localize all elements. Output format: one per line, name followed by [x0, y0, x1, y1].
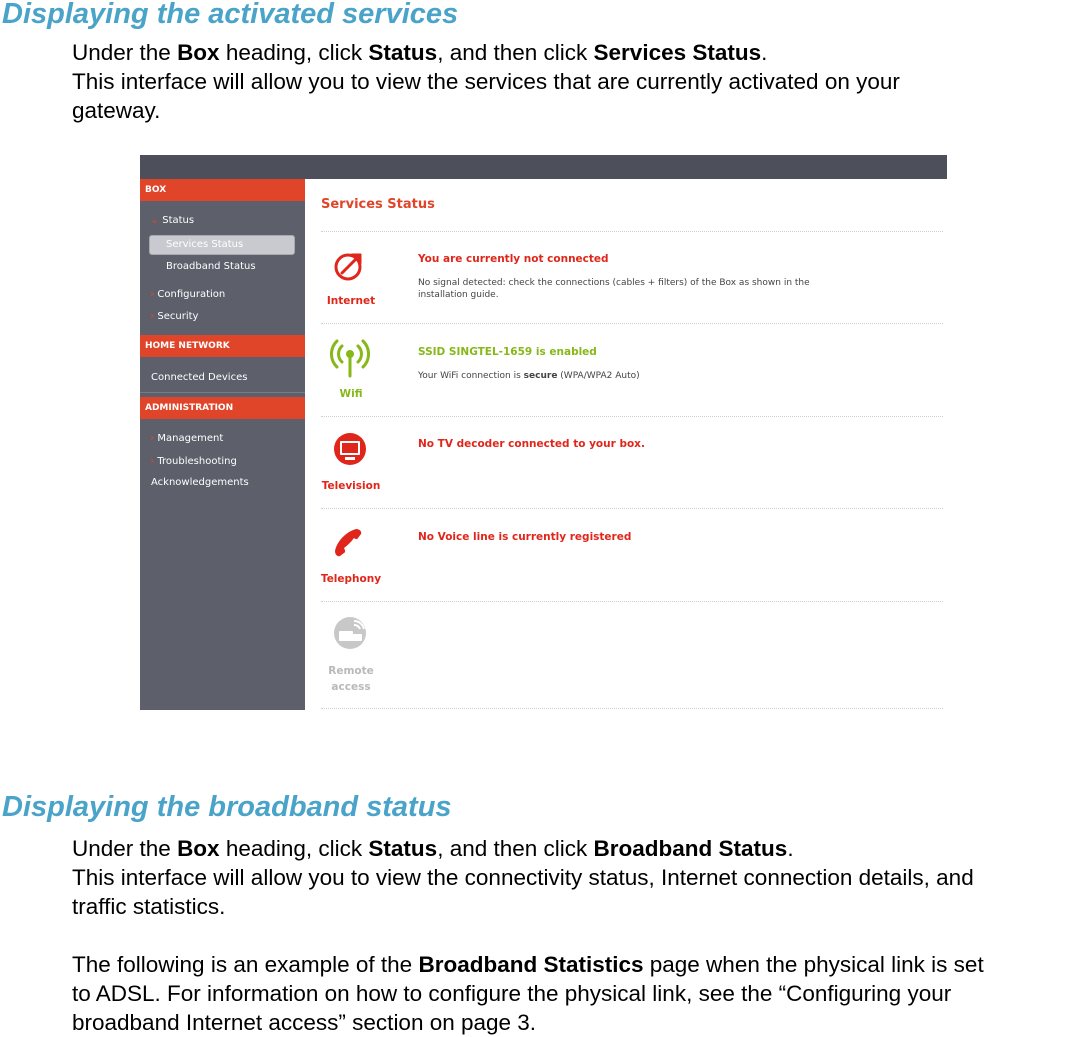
sidebar-heading-administration: ADMINISTRATION [140, 397, 305, 419]
top-bar [140, 155, 947, 179]
telephone-icon [330, 523, 370, 563]
sidebar-item-acknowledgements[interactable]: Acknowledgements [151, 477, 249, 488]
status-internet: You are currently not connected [418, 253, 609, 265]
remote-access-icon [330, 615, 370, 655]
chevron-down-icon: ⌄ [150, 213, 160, 226]
service-label-television: Television [321, 480, 381, 492]
sidebar-item-broadband-status[interactable]: Broadband Status [166, 261, 256, 272]
example-broadband-line1: The following is an example of the Broadband Statistics page when the physical link is set [72, 952, 984, 977]
sidebar-divider [140, 392, 305, 393]
divider [321, 231, 943, 232]
chevron-right-icon: › [150, 431, 155, 444]
status-wifi: SSID SINGTEL-1659 is enabled [418, 346, 597, 358]
divider [321, 601, 943, 602]
page-title: Services Status [321, 197, 435, 212]
section-title-activated-services: Displaying the activated services [2, 0, 459, 30]
sidebar-heading-home-network: HOME NETWORK [140, 335, 305, 357]
description-broadband-line2: traffic statistics. [72, 894, 226, 919]
instruction-services: Under the Box heading, click Status, and then click Services Status. [72, 40, 768, 65]
instruction-broadband: Under the Box heading, click Status, and then click Broadband Status. [72, 836, 794, 861]
sidebar [140, 179, 305, 710]
services-status-screenshot [140, 155, 947, 710]
service-label-telephony: Telephony [320, 573, 382, 585]
service-label-wifi: Wifi [339, 388, 363, 400]
detail-wifi: Your WiFi connection is secure (WPA/WPA2 Auto) [418, 371, 640, 381]
wifi-icon [330, 338, 370, 378]
section-title-broadband-status: Displaying the broadband status [2, 791, 452, 823]
example-broadband-line2: to ADSL. For information on how to configure the physical link, see the “Configuring your [72, 981, 952, 1006]
chevron-right-icon: › [150, 287, 155, 300]
sidebar-item-status[interactable]: ⌄ Status [150, 213, 195, 226]
description-services-line2: gateway. [72, 98, 161, 123]
sidebar-item-connected-devices[interactable]: Connected Devices [151, 372, 248, 383]
internet-icon [330, 245, 370, 285]
sidebar-item-management[interactable]: › Management [150, 431, 224, 444]
chevron-right-icon: › [150, 309, 155, 322]
divider [321, 323, 943, 324]
divider [321, 708, 943, 709]
service-label-remote-line2: access [331, 681, 371, 693]
sidebar-item-security[interactable]: › Security [150, 309, 199, 322]
sidebar-item-services-status[interactable]: Services Status [149, 235, 295, 255]
sidebar-heading-box: BOX [140, 179, 305, 201]
divider [321, 508, 943, 509]
description-broadband-line1: This interface will allow you to view the connectivity status, Internet connection details, and [72, 865, 974, 890]
divider [321, 416, 943, 417]
television-icon [330, 431, 370, 471]
description-services-line1: This interface will allow you to view the services that are currently activated on your [72, 69, 900, 94]
status-television: No TV decoder connected to your box. [418, 438, 645, 450]
chevron-right-icon: › [150, 454, 155, 467]
detail-internet-line1: No signal detected: check the connections (cables + filters) of the Box as shown in the [418, 278, 810, 288]
sidebar-item-configuration[interactable]: › Configuration [150, 287, 226, 300]
example-broadband-line3: broadband Internet access” section on page 3. [72, 1010, 537, 1035]
status-telephony: No Voice line is currently registered [418, 531, 632, 543]
service-label-remote-line1: Remote [328, 665, 374, 677]
sidebar-item-troubleshooting[interactable]: › Troubleshooting [150, 454, 237, 467]
detail-internet-line2: installation guide. [418, 290, 499, 300]
content-panel [305, 179, 947, 710]
service-label-internet: Internet [326, 295, 376, 307]
